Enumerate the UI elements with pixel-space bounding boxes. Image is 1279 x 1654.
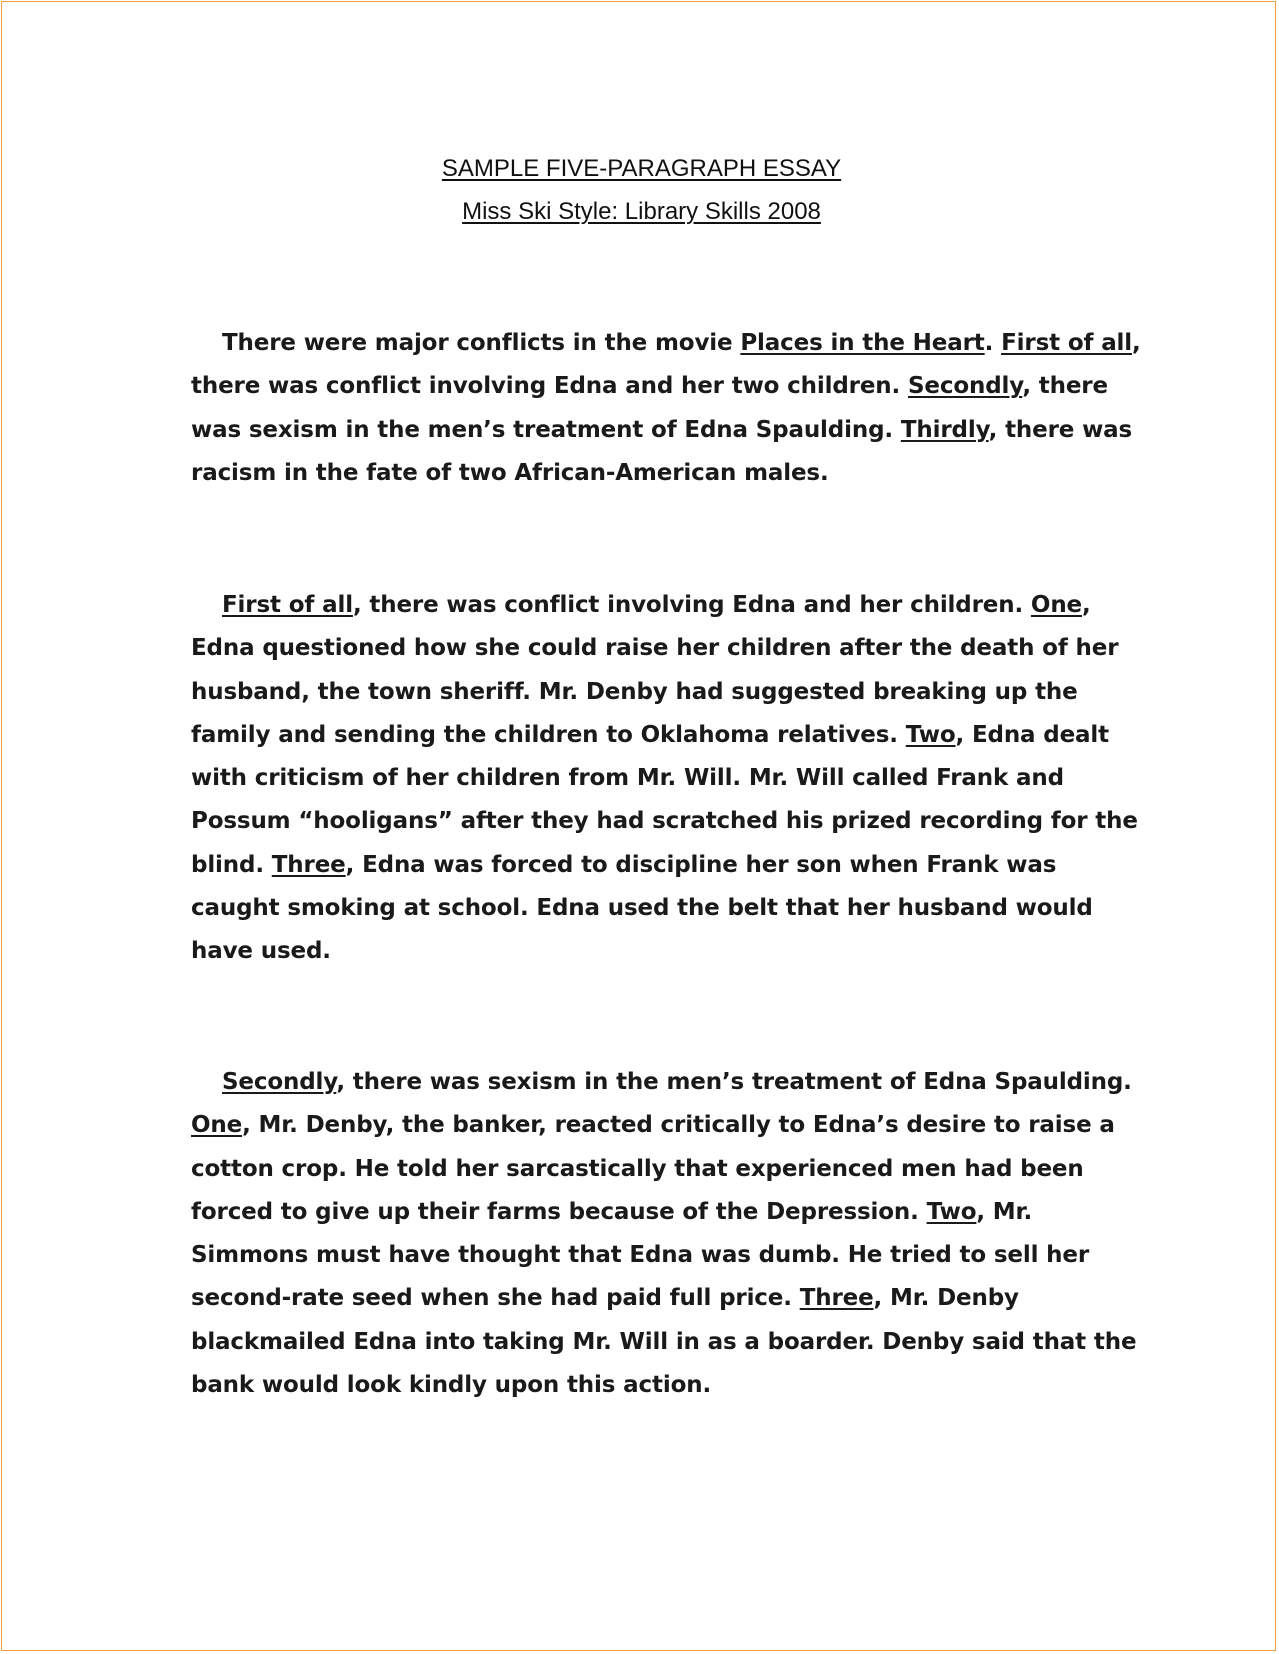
text-run: blackmailed Edna into taking Mr. Will in as a boarder. Denby said that the <box>191 1328 1137 1355</box>
paragraph-body-1 <box>191 584 1138 974</box>
paragraph-line <box>191 584 1091 627</box>
underlined-text: Places in the Heart <box>740 330 985 356</box>
essay-subtitle-text: Miss Ski Style: Library Skills 2008 <box>462 198 821 225</box>
paragraph-line <box>191 1191 1091 1234</box>
underlined-text: Thirdly <box>900 416 989 443</box>
underlined-text: One <box>1030 592 1082 618</box>
paragraph-line <box>191 887 1091 930</box>
text-run: bank would look kindly upon this action. <box>191 1372 712 1399</box>
paragraph-line <box>191 800 1138 843</box>
paragraph-body-2 <box>191 1061 1137 1407</box>
underlined-text: Secondly <box>907 373 1023 400</box>
paragraph-line <box>191 1321 1137 1364</box>
text-run: caught smoking at school. Edna used the belt that her husband would <box>191 895 1093 922</box>
text-run: , there was conflict involving Edna and her children. <box>352 592 1031 618</box>
paragraph-line <box>191 1234 1091 1277</box>
text-run: , Mr. Denby <box>873 1285 1019 1312</box>
underlined-text: Two <box>926 1198 977 1225</box>
underlined-text: Three <box>271 851 346 878</box>
underlined-text: Three <box>799 1285 874 1312</box>
text-run: Possum “hooligans” after they had scratched his prized recording for the <box>191 808 1138 835</box>
text-run: there was conflict involving Edna and her two children. <box>191 373 908 400</box>
text-run: husband, the town sheriff. Mr. Denby had suggested breaking up the <box>191 678 1078 705</box>
paragraph-line <box>191 757 1091 800</box>
underlined-text: Secondly <box>222 1069 337 1095</box>
paragraph-line <box>191 1277 1091 1320</box>
document-page <box>1 1 1276 1651</box>
text-run: , Mr. Denby, the banker, reacted critically to Edna’s desire to raise a <box>242 1112 1115 1139</box>
paragraph-line <box>191 844 1091 887</box>
paragraph-line <box>191 714 1109 757</box>
text-run: Simmons must have thought that Edna was dumb. He tried to sell her <box>191 1242 1090 1269</box>
underlined-text: Two <box>905 721 956 748</box>
text-run: , there was <box>988 416 1133 443</box>
paragraph-line <box>191 1364 1091 1407</box>
text-run: , Mr. <box>976 1198 1033 1225</box>
text-run: blind. <box>191 851 272 878</box>
text-run: Edna questioned how she could raise her children after the death of her <box>191 635 1119 662</box>
text-run: , <box>1132 330 1141 356</box>
paragraph-line <box>191 409 1133 452</box>
essay-subtitle <box>2 198 1279 226</box>
text-run: , <box>1082 592 1091 618</box>
essay-title <box>2 155 1279 183</box>
paragraph-line <box>191 322 1141 365</box>
essay-title-text: SAMPLE FIVE-PARAGRAPH ESSAY <box>441 155 842 182</box>
paragraph-line <box>191 365 1108 408</box>
paragraph-line <box>191 627 1119 670</box>
text-run: with criticism of her children from Mr. Will. Mr. Will called Frank and <box>191 765 1064 792</box>
text-run: family and sending the children to Oklahoma relatives. <box>191 721 906 748</box>
paragraph-line <box>191 1104 1115 1147</box>
paragraph-line <box>191 1061 1132 1104</box>
text-run: , Edna was forced to discipline her son when Frank was <box>345 851 1057 878</box>
underlined-text: First of all <box>1001 330 1133 356</box>
underlined-text: One <box>191 1112 243 1139</box>
paragraph-line <box>191 930 1091 973</box>
text-run: , there was sexism in the men’s treatment of Edna Spaulding. <box>336 1069 1132 1095</box>
paragraph-line <box>191 671 1091 714</box>
text-run: , there <box>1022 373 1108 400</box>
text-run: second-rate seed when she had paid full price. <box>191 1285 800 1312</box>
text-run: There were major conflicts in the movie <box>222 330 741 356</box>
text-run: racism in the fate of two African-American males. <box>191 459 829 486</box>
text-run: . <box>984 330 1002 356</box>
paragraph-introduction <box>191 322 1141 495</box>
text-run: forced to give up their farms because of the Depression. <box>191 1198 927 1225</box>
underlined-text: First of all <box>222 592 353 618</box>
text-run: cotton crop. He told her sarcastically that experienced men had been <box>191 1155 1084 1182</box>
text-run: , Edna dealt <box>955 721 1109 748</box>
text-run: was sexism in the men’s treatment of Edna Spaulding. <box>191 416 901 443</box>
text-run: have used. <box>191 938 331 965</box>
paragraph-line <box>191 452 1091 495</box>
paragraph-line <box>191 1148 1091 1191</box>
